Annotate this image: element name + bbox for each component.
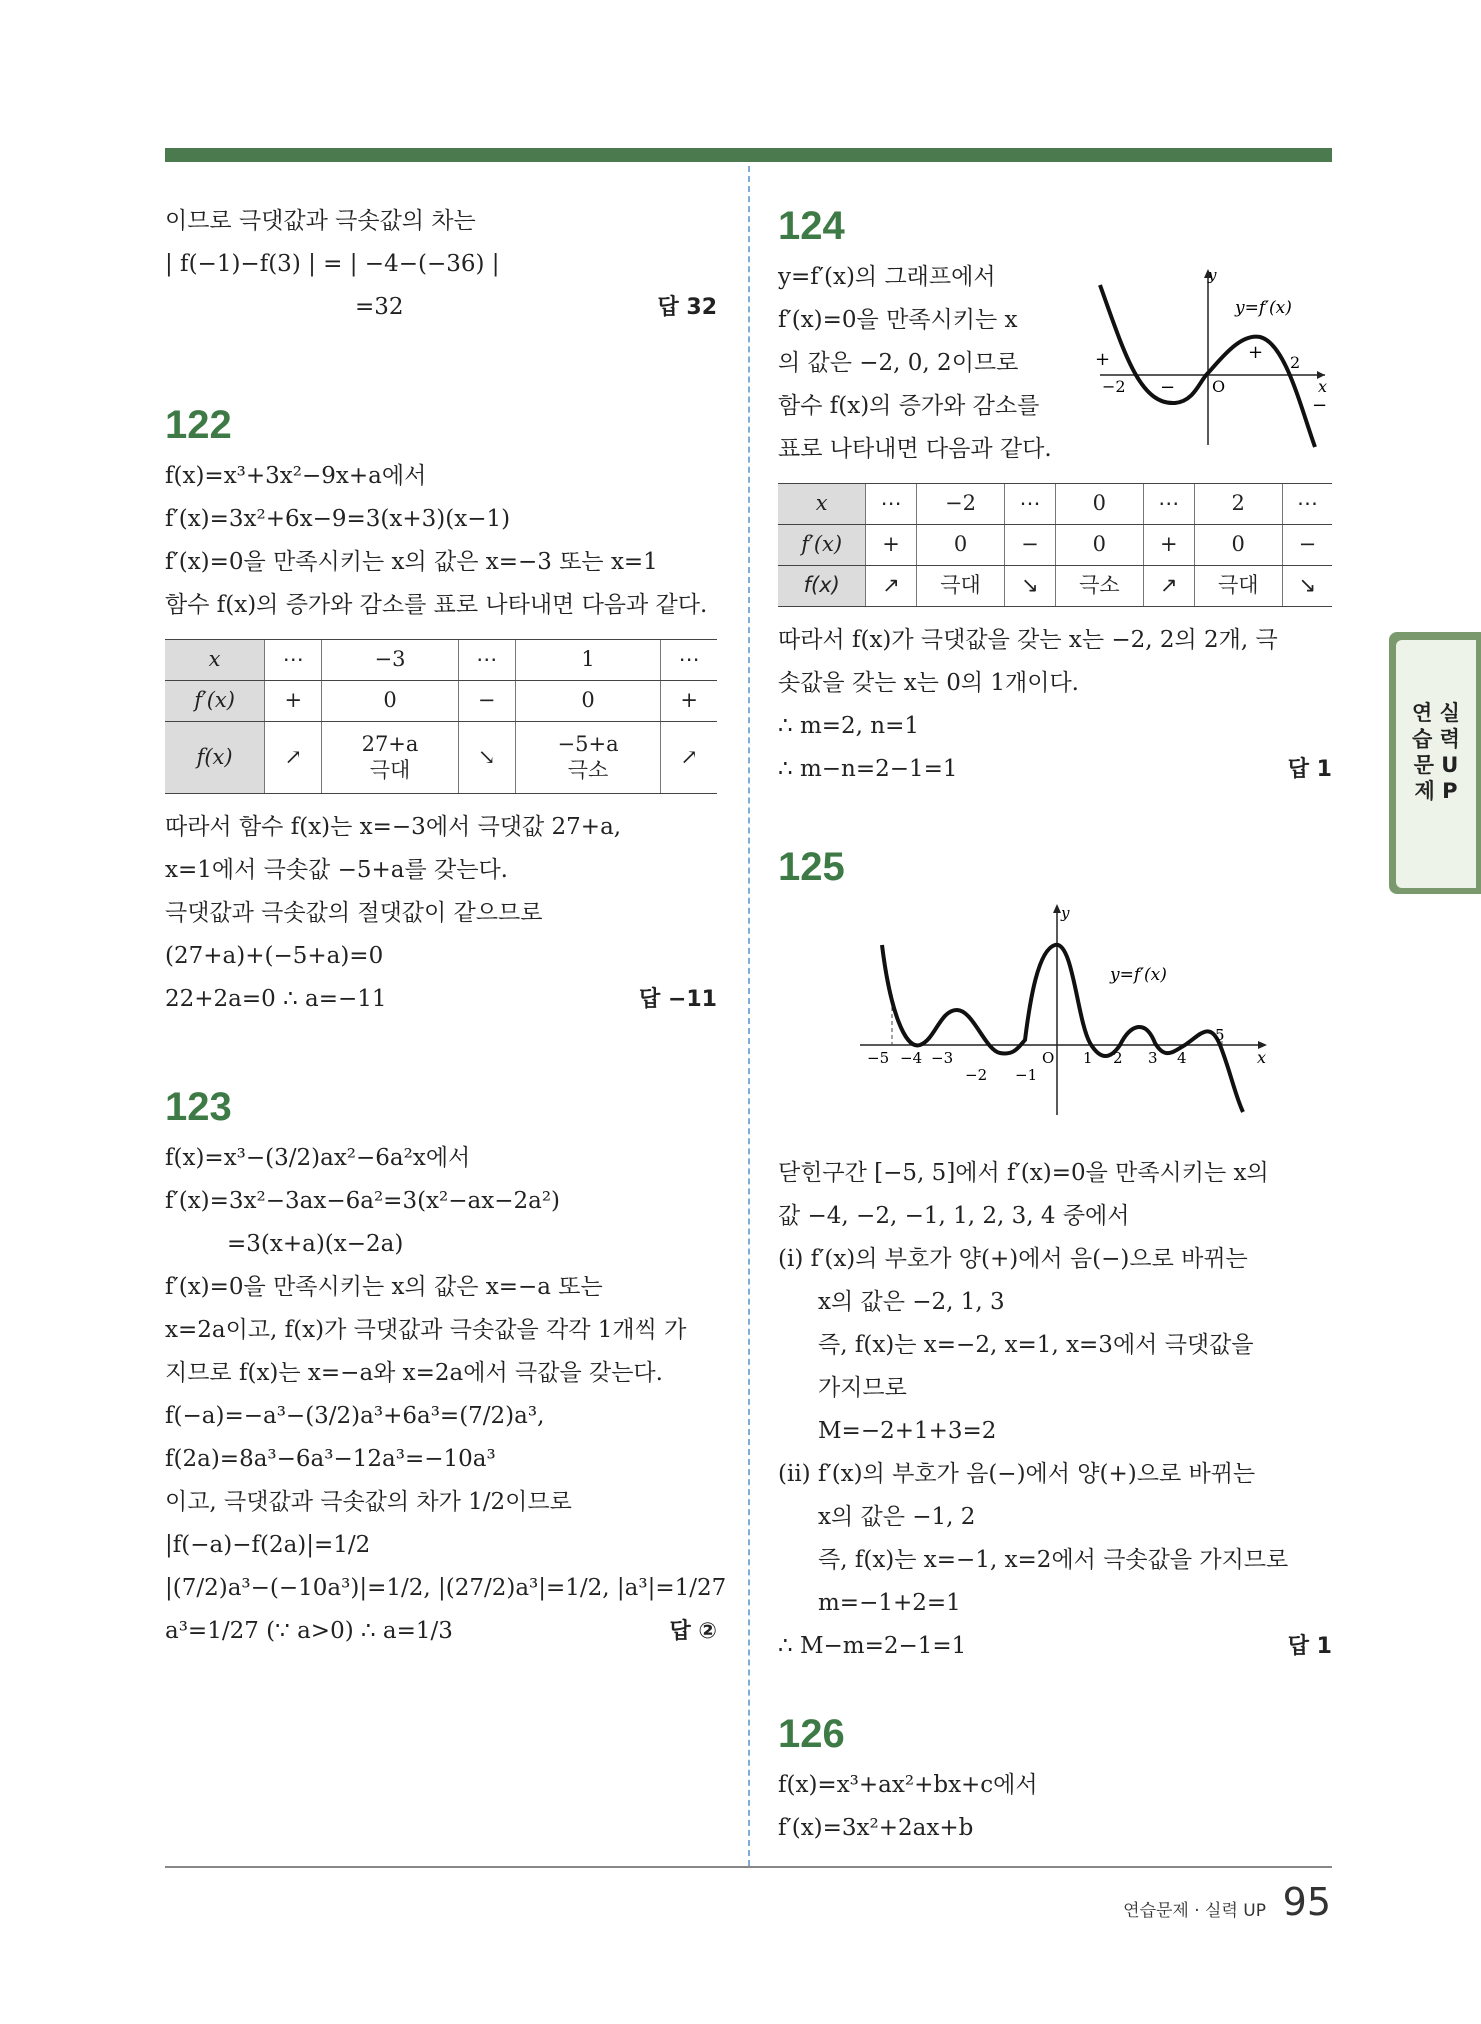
table-cell: 0 bbox=[515, 681, 660, 722]
table-cell: −3 bbox=[322, 640, 458, 681]
text-line: f(x)=x³−(3/2)ax²−6a²x에서 bbox=[165, 1145, 471, 1171]
table-row bbox=[778, 484, 1332, 525]
chapter-tab-label: 연 실 습 력 문 U 제 P bbox=[1396, 640, 1476, 888]
tick-label: −2 bbox=[1102, 377, 1126, 396]
table-row bbox=[165, 640, 717, 681]
problem-number: 123 bbox=[165, 1085, 232, 1129]
answer-label: 답 1 bbox=[1287, 1634, 1332, 1659]
text-line: 극댓값과 극솟값의 절댓값이 같으므로 bbox=[165, 900, 543, 926]
text-line: x의 값은 −2, 1, 3 bbox=[818, 1289, 1005, 1315]
table-row bbox=[778, 566, 1332, 607]
variation-table bbox=[778, 483, 1332, 607]
text-line: (i) f′(x)의 부호가 양(+)에서 음(−)으로 바뀌는 bbox=[778, 1246, 1248, 1272]
text-line: 값 −4, −2, −1, 1, 2, 3, 4 중에서 bbox=[778, 1203, 1130, 1229]
table-cell: ↗ bbox=[866, 566, 916, 607]
tick-label: −2 bbox=[965, 1066, 988, 1084]
text-line: x의 값은 −1, 2 bbox=[818, 1504, 976, 1530]
table-cell: − bbox=[1282, 525, 1332, 566]
text-line: 따라서 f(x)가 극댓값을 갖는 x는 −2, 2의 2개, 극 bbox=[778, 627, 1278, 653]
text-line: f(−a)=−a³−(3/2)a³+6a³=(7/2)a³, bbox=[165, 1403, 545, 1429]
tick-label: −4 bbox=[900, 1049, 923, 1067]
table-cell: ⋯ bbox=[1282, 484, 1332, 525]
tick-label: 4 bbox=[1177, 1049, 1187, 1067]
text-line: f′(x)=3x²+6x−9=3(x+3)(x−1) bbox=[165, 506, 511, 532]
text-line: 지므로 f(x)는 x=−a와 x=2a에서 극값을 갖는다. bbox=[165, 1360, 663, 1386]
table-cell: f′(x) bbox=[778, 525, 866, 566]
table-cell: ↗ bbox=[265, 722, 322, 794]
left-column bbox=[165, 200, 727, 1653]
problem-number: 122 bbox=[165, 403, 232, 447]
text-line: 즉, f(x)는 x=−2, x=1, x=3에서 극댓값을 bbox=[818, 1332, 1254, 1358]
text-line: 즉, f(x)는 x=−1, x=2에서 극솟값을 가지므로 bbox=[818, 1547, 1289, 1573]
text-line: | f(−1)−f(3) | = | −4−(−36) | bbox=[165, 251, 500, 277]
y-label: y bbox=[1061, 904, 1070, 922]
text-line: f(x)=x³+ax²+bx+c에서 bbox=[778, 1772, 1038, 1798]
text-line: 표로 나타내면 다음과 같다. bbox=[778, 436, 1052, 462]
table-cell: f(x) bbox=[165, 722, 265, 794]
problem-number: 124 bbox=[778, 204, 845, 248]
text-line: =3(x+a)(x−2a) bbox=[227, 1231, 404, 1257]
y-axis-arrow bbox=[1053, 904, 1061, 913]
text-line: ∴ m=2, n=1 bbox=[778, 713, 919, 739]
table-cell: 2 bbox=[1194, 484, 1282, 525]
text-line: 따라서 함수 f(x)는 x=−3에서 극댓값 27+a, bbox=[165, 814, 622, 840]
variation-table bbox=[165, 639, 717, 794]
text-line: f′(x)=0을 만족시키는 x의 값은 x=−a 또는 bbox=[165, 1274, 603, 1300]
column-separator bbox=[748, 166, 750, 1866]
table-cell: ⋯ bbox=[866, 484, 916, 525]
text-line: 가지므로 bbox=[818, 1375, 907, 1401]
problem-123 bbox=[165, 1081, 727, 1653]
derivative-graph-125 bbox=[855, 900, 1275, 1120]
sign-label: + bbox=[1248, 342, 1264, 363]
table-row bbox=[165, 722, 717, 794]
text-line: 이므로 극댓값과 극솟값의 차는 bbox=[165, 208, 476, 234]
text-line: |f(−a)−f(2a)|=1/2 bbox=[165, 1532, 371, 1558]
text-line: m=−1+2=1 bbox=[818, 1590, 961, 1616]
table-cell: −2 bbox=[916, 484, 1004, 525]
text-line: y=f′(x)의 그래프에서 bbox=[778, 264, 996, 290]
table-cell: + bbox=[1144, 525, 1194, 566]
footer-section-label: 연습문제 · 실력 UP bbox=[1123, 1901, 1266, 1921]
table-row bbox=[165, 681, 717, 722]
tick-label: 3 bbox=[1148, 1049, 1158, 1067]
tick-label: 5 bbox=[1215, 1026, 1225, 1044]
answer-label: 답 ② bbox=[669, 1619, 717, 1644]
sign-label: − bbox=[1160, 377, 1176, 398]
sign-label: + bbox=[1095, 349, 1111, 370]
tick-label: x bbox=[1257, 1048, 1267, 1067]
text-line: x=2a이고, f(x)가 극댓값과 극솟값을 각각 1개씩 가 bbox=[165, 1317, 687, 1343]
top-accent-bar bbox=[165, 148, 1332, 162]
table-cell: f′(x) bbox=[165, 681, 265, 722]
text-line: 함수 f(x)의 증가와 감소를 bbox=[778, 393, 1040, 419]
text-line: f(x)=x³+3x²−9x+a에서 bbox=[165, 463, 427, 489]
curve-label: y=f′(x) bbox=[1110, 965, 1167, 985]
problem-number: 126 bbox=[778, 1712, 845, 1756]
y-label: y bbox=[1208, 266, 1217, 284]
table-cell: + bbox=[661, 681, 717, 722]
bottom-rule bbox=[165, 1866, 1332, 1868]
table-cell: 극소 bbox=[1055, 566, 1143, 607]
text-line: f′(x)=3x²+2ax+b bbox=[778, 1815, 974, 1841]
tick-label: O bbox=[1042, 1049, 1055, 1067]
table-cell: ⋯ bbox=[265, 640, 322, 681]
page-number: 95 bbox=[1282, 1880, 1331, 1924]
table-cell: x bbox=[165, 640, 265, 681]
table-cell: ⋯ bbox=[661, 640, 717, 681]
table-cell: 0 bbox=[322, 681, 458, 722]
text-line: 22+2a=0 ∴ a=−11 bbox=[165, 986, 387, 1012]
table-cell: − bbox=[1005, 525, 1055, 566]
text-line: (ii) f′(x)의 부호가 음(−)에서 양(+)으로 바뀌는 bbox=[778, 1461, 1256, 1487]
table-cell: + bbox=[866, 525, 916, 566]
sign-label: − bbox=[1312, 395, 1328, 416]
tick-label: −1 bbox=[1015, 1066, 1038, 1084]
table-cell: 0 bbox=[1194, 525, 1282, 566]
table-cell: + bbox=[265, 681, 322, 722]
text-line: M=−2+1+3=2 bbox=[818, 1418, 997, 1444]
tick-label: −3 bbox=[931, 1049, 954, 1067]
table-cell: ↘ bbox=[458, 722, 515, 794]
problem-122 bbox=[165, 399, 717, 1021]
table-cell: 극대 bbox=[1194, 566, 1282, 607]
problem-126 bbox=[778, 1708, 1332, 1850]
tick-label: −5 bbox=[867, 1049, 890, 1067]
answer-label: 답 1 bbox=[1287, 757, 1332, 782]
tick-label: 1 bbox=[1083, 1049, 1093, 1067]
text-line: (27+a)+(−5+a)=0 bbox=[165, 943, 384, 969]
table-row bbox=[778, 525, 1332, 566]
answer-label: 답 −11 bbox=[639, 987, 717, 1012]
answer-label: 답 32 bbox=[657, 295, 717, 320]
tick-label: 2 bbox=[1290, 353, 1301, 372]
text-line: f′(x)=3x²−3ax−6a²=3(x²−ax−2a²) bbox=[165, 1188, 561, 1214]
table-cell: ⋯ bbox=[1005, 484, 1055, 525]
text-line: f′(x)=0을 만족시키는 x bbox=[778, 307, 1018, 333]
text-line: f(2a)=8a³−6a³−12a³=−10a³ bbox=[165, 1446, 496, 1472]
table-cell: − bbox=[458, 681, 515, 722]
tick-label: O bbox=[1212, 377, 1226, 396]
text-line: a³=1/27 (∵ a>0) ∴ a=1/3 bbox=[165, 1618, 453, 1644]
text-line: 닫힌구간 [−5, 5]에서 f′(x)=0을 만족시키는 x의 bbox=[778, 1160, 1269, 1186]
table-cell: −5+a 극소 bbox=[515, 722, 660, 794]
table-cell: ⋯ bbox=[1144, 484, 1194, 525]
text-line: 함수 f(x)의 증가와 감소를 표로 나타내면 다음과 같다. bbox=[165, 592, 708, 618]
table-cell: ↗ bbox=[661, 722, 717, 794]
text-line: |(7/2)a³−(−10a³)|=1/2, |(27/2)a³|=1/2, |a³|=1/27 bbox=[165, 1575, 727, 1601]
derivative-graph-124 bbox=[1090, 265, 1330, 455]
table-cell: 27+a 극대 bbox=[322, 722, 458, 794]
tick-label: x bbox=[1318, 377, 1328, 396]
problem-number: 125 bbox=[778, 845, 845, 889]
text-line: =32 bbox=[355, 294, 404, 320]
table-cell: 1 bbox=[515, 640, 660, 681]
table-cell: ↘ bbox=[1005, 566, 1055, 607]
table-cell: 0 bbox=[916, 525, 1004, 566]
table-cell: ↘ bbox=[1282, 566, 1332, 607]
text-line: ∴ m−n=2−1=1 bbox=[778, 756, 958, 782]
curve-label: y=f′(x) bbox=[1235, 298, 1292, 318]
table-cell: f(x) bbox=[778, 566, 866, 607]
text-line: 의 값은 −2, 0, 2이므로 bbox=[778, 350, 1019, 376]
table-cell: ↗ bbox=[1144, 566, 1194, 607]
text-line: x=1에서 극솟값 −5+a를 갖는다. bbox=[165, 857, 508, 883]
table-cell: ⋯ bbox=[458, 640, 515, 681]
text-line: f′(x)=0을 만족시키는 x의 값은 x=−3 또는 x=1 bbox=[165, 549, 658, 575]
table-cell: 극대 bbox=[916, 566, 1004, 607]
text-line: 솟값을 갖는 x는 0의 1개이다. bbox=[778, 670, 1079, 696]
text-line: ∴ M−m=2−1=1 bbox=[778, 1633, 967, 1659]
intro-block bbox=[165, 200, 717, 329]
derivative-curve bbox=[882, 945, 1243, 1112]
table-cell: 0 bbox=[1055, 484, 1143, 525]
text-line: 이고, 극댓값과 극솟값의 차가 1/2이므로 bbox=[165, 1489, 572, 1515]
tick-label: 2 bbox=[1113, 1049, 1123, 1067]
table-cell: x bbox=[778, 484, 866, 525]
table-cell: 0 bbox=[1055, 525, 1143, 566]
